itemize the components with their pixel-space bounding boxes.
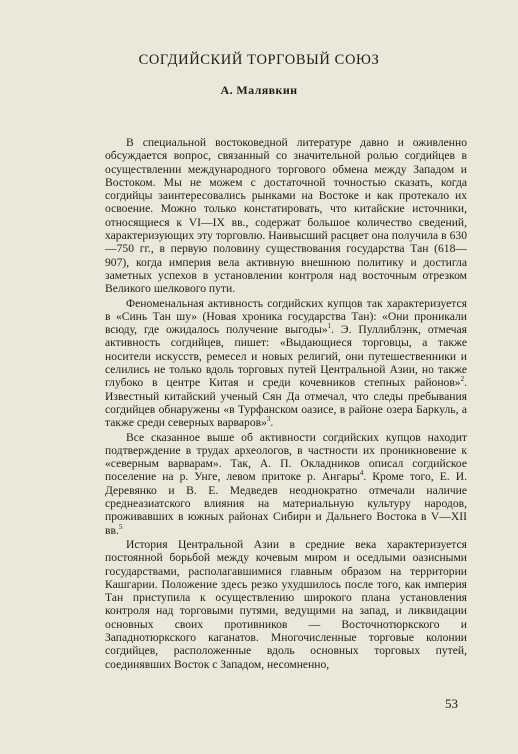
paragraph [105,297,467,430]
paragraph-text: . [270,416,274,430]
paragraph-text: . Кроме того, Е. И. Деревянко и В. Е. Медведев неоднократно отмечали наличие среднеазиатского влияния на материальную культуру народов, проживавших в южных районах Сибири и Дальнего Востока в V—XII вв. [105,470,467,537]
article-body [105,136,467,672]
footnote-ref: 2 [460,375,465,384]
paragraph [105,136,467,296]
paragraph-text: В специальной востоковедной литературе давно и оживленно обсуждается вопрос, связанный со значительной ролью согдийцев в осуществлении международного торгового обмена между Западом и Востоком. Мы не можем с достаточной точностью сказать, когда согдийцы заинтересовались рынками на Востоке и как протекало их освоение. Можно только констатировать, что китайские источники, относящиеся к VI—IX вв., содержат большое количество сведений, характеризующих эту торговлю. Наивысший расцвет она получила в 630—750 гг., в первую половину существования государства Тан (618—907), когда империя вела активную внешнюю политику и достигла заметных успехов в установлении контроля над восточным отрезком Великого шелкового пути. [105,136,467,296]
page-number: 53 [445,696,458,711]
footnote-ref: 4 [359,469,364,478]
footnote-ref: 3 [266,415,271,424]
footnote-ref: 1 [327,322,332,331]
paragraph-text: История Центральной Азии в средние века характеризуется постоянной борьбой между кочевым миром и оседлыми оазисными государствами, располагавшимися главным образом на территории Кашгарии. Положение здесь резко ухудшилось после того, как империя Тан приступила к осуществлению широкого плана установления контроля над торговыми путями, ведущими на запад, и ликвидации основных своих противников — Восточнотюркского и Западнотюркского каганатов. Многочисленные торговые колонии согдийцев, расположенные вдоль основных торговых путей, соединявших Восток с Западом, несомненно, [105,537,467,671]
paragraph-text: . Э. Пуллиблэнк, отмечая активность согдийцев, пишет: «Выдающиеся торговцы, а также носители искусств, ремесел и новых религий, они путешественники и селились не только вдоль торговых путей Центральной Азии, но также глубоко в центре Китая и среди кочевников степных районов» [105,323,467,390]
paragraph [105,431,467,537]
article-title: СОГДИЙСКИЙ ТОРГОВЫЙ СОЮЗ [138,52,380,68]
paragraph [105,538,467,671]
paragraph-text: Все сказанное выше об активности согдийских купцов находит подтверждение в трудах археологов, в частности их проникновение к «северным варварам». Так, А. П. Окладников описал согдийское поселение на р. Унге, левом притоке р. Ангары [105,430,467,484]
paragraph-text: Феноменальная активность согдийских купцов так характеризуется в «Синь Тан шу» (Новая хроника государства Тан): «Они проникали всюду, где ожидалось получение выгоды» [105,296,467,337]
footnote-ref: 5 [118,522,123,531]
paragraph-text: . Известный китайский ученый Сян Да отмечал, что следы пребывания согдийцев обнаружены «в Турфанском оазисе, в районе озера Баркуль, а также среди северных варваров» [105,376,467,430]
article-author: А. Малявкин [220,83,298,97]
